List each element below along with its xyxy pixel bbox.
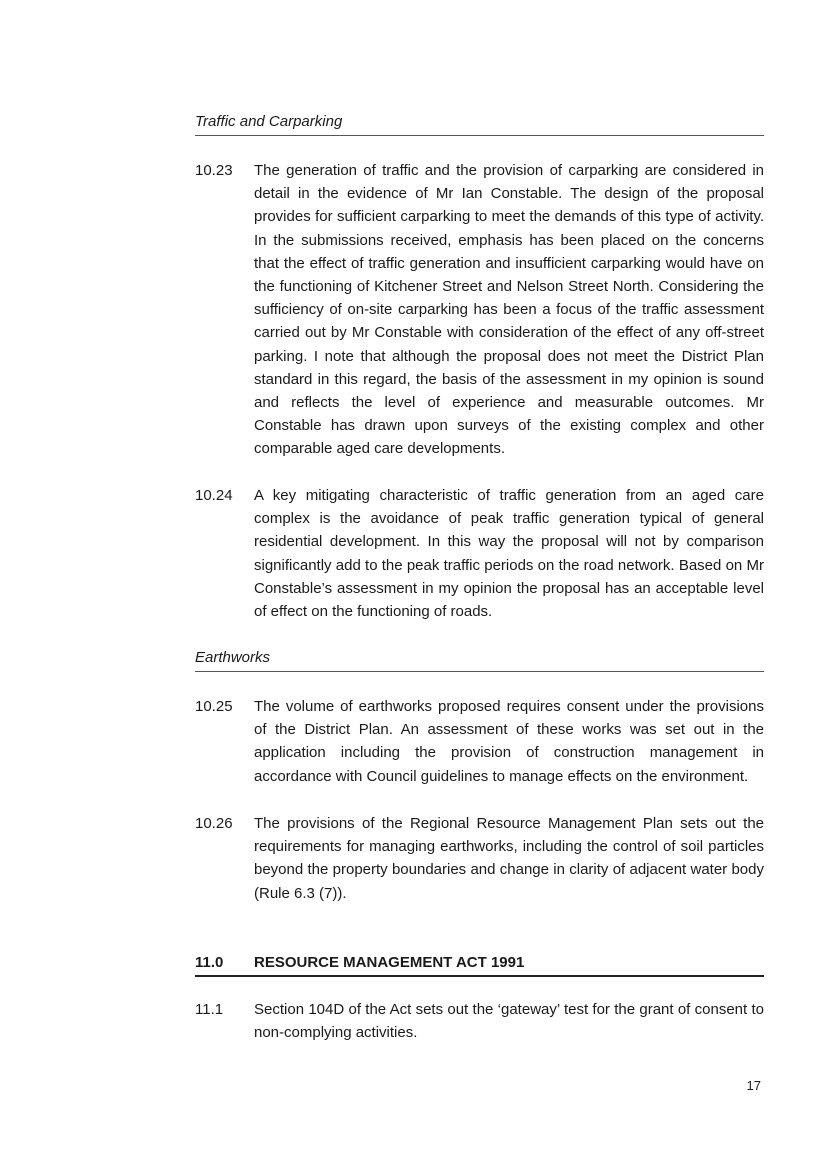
paragraph-number: 11.1 bbox=[195, 1001, 224, 1018]
paragraph-11-1 bbox=[195, 998, 764, 1044]
paragraph-number: 10.23 bbox=[195, 162, 233, 179]
paragraph-number: 10.25 bbox=[195, 698, 233, 715]
paragraph-10-24 bbox=[195, 484, 764, 623]
major-section-heading bbox=[195, 953, 764, 977]
paragraph-10-23 bbox=[195, 159, 764, 461]
section-heading-traffic: Traffic and Carparking bbox=[195, 112, 764, 136]
paragraph-10-25 bbox=[195, 695, 764, 788]
paragraph-text: Section 104D of the Act sets out the ‘gateway’ test for the grant of consent to non-complying activities. bbox=[254, 1001, 764, 1042]
paragraph-text: The provisions of the Regional Resource Management Plan sets out the requirements for managing earthworks, including the control of soil particles beyond the property boundaries and change in clarity of adjacent water body (Rule 6.3 (7)). bbox=[254, 815, 764, 902]
section-heading-earthworks: Earthworks bbox=[195, 648, 764, 672]
paragraph-text: The generation of traffic and the provision of carparking are considered in detail in the evidence of Mr Ian Constable. The design of the proposal provides for sufficient carparking to meet the demands of this type of activity. In the submissions received, emphasis has been placed on the concerns that the effect of traffic generation and insufficient carparking would have on the functioning of Kitchener Street and Nelson Street North. Considering the sufficiency of on-site carparking has been a focus of the traffic assessment carried out by Mr Constable with consideration of the effect of any off-street parking. I note that although the proposal does not meet the District Plan standard in this regard, the basis of the assessment in my opinion is sound and reflects the level of experience and measurable outcomes. Mr Constable has drawn upon surveys of the existing complex and other comparable aged care developments. bbox=[254, 162, 764, 458]
major-section-number: 11.0 bbox=[195, 954, 224, 971]
paragraph-10-26 bbox=[195, 812, 764, 905]
paragraph-number: 10.26 bbox=[195, 815, 233, 832]
paragraph-number: 10.24 bbox=[195, 487, 233, 504]
page-number: 17 bbox=[746, 1078, 761, 1093]
paragraph-text: A key mitigating characteristic of traffic generation from an aged care complex is the avoidance of peak traffic generation typical of general residential development. In this way the proposal will not by comparison significantly add to the peak traffic periods on the road network. Based on Mr Constable’s assessment in my opinion the proposal has an acceptable level of effect on the functioning of roads. bbox=[254, 487, 764, 621]
major-section-title: RESOURCE MANAGEMENT ACT 1991 bbox=[254, 954, 525, 971]
paragraph-text: The volume of earthworks proposed requires consent under the provisions of the District Plan. An assessment of these works was set out in the application including the provision of construction management in accordance with Council guidelines to manage effects on the environment. bbox=[254, 698, 764, 785]
